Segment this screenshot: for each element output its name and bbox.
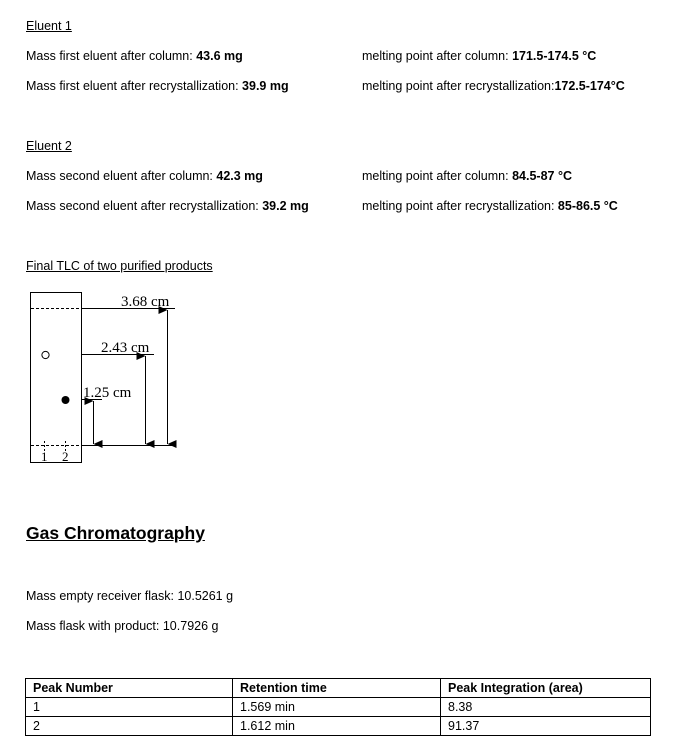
- cell-peak-number: 2: [26, 717, 233, 736]
- eluent2-mp-column-value: 84.5-87 °C: [512, 169, 572, 183]
- eluent2-title: Eluent 2: [26, 139, 72, 153]
- eluent2-mass-column-label: Mass second eluent after column:: [26, 169, 217, 183]
- eluent2-mass-recryst-label: Mass second eluent after recrystallization:: [26, 199, 263, 213]
- cell-retention-time: 1.612 min: [233, 717, 441, 736]
- eluent1-mass-recryst-label: Mass first eluent after recrystallization:: [26, 79, 243, 93]
- gc-mass-empty: [26, 589, 233, 603]
- eluent2-mp-recryst: [362, 199, 618, 213]
- eluent1-title: Eluent 1: [26, 19, 72, 33]
- eluent2-mass-recryst-value: 39.2 mg: [262, 199, 309, 213]
- tlc-lane-1-label: 1: [41, 449, 48, 464]
- eluent1-mp-recryst-value: 172.5-174°C: [554, 79, 625, 93]
- eluent1-mp-recryst-label: melting point after recrystallization:: [362, 79, 555, 93]
- gc-mass-empty-value: 10.5261 g: [177, 589, 234, 603]
- eluent1-mass-column-value: 43.6 mg: [196, 49, 243, 63]
- eluent2-mp-column-label: melting point after column:: [362, 169, 513, 183]
- header-retention-time: Retention time: [233, 679, 441, 698]
- gc-mass-empty-label: Mass empty receiver flask:: [26, 589, 178, 603]
- eluent1-mp-column-value: 171.5-174.5 °C: [512, 49, 597, 63]
- spot-lane-2: [62, 396, 70, 404]
- eluent1-mass-recryst-value: 39.9 mg: [242, 79, 289, 93]
- tlc-distance-3-68: 3.68 cm: [121, 294, 170, 310]
- tlc-diagram: [0, 0, 200, 470]
- eluent1-mp-column-label: melting point after column:: [362, 49, 513, 63]
- header-peak-integration: Peak Integration (area): [441, 679, 651, 698]
- eluent1-mass-column-label: Mass first eluent after column:: [26, 49, 197, 63]
- cell-peak-number: 1: [26, 698, 233, 717]
- gc-heading: Gas Chromatography: [26, 523, 205, 543]
- tlc-plate: [31, 293, 82, 463]
- tlc-distance-2-43: 2.43 cm: [101, 340, 150, 356]
- cell-retention-time: 1.569 min: [233, 698, 441, 717]
- cell-peak-integration: 91.37: [441, 717, 651, 736]
- tlc-title: Final TLC of two purified products: [26, 259, 213, 273]
- gc-mass-product-label: Mass flask with product:: [26, 619, 163, 633]
- gc-peak-table: [25, 678, 651, 736]
- header-peak-number: Peak Number: [26, 679, 233, 698]
- gc-mass-product-value: 10.7926 g: [162, 619, 219, 633]
- eluent1-mp-column: [362, 49, 596, 63]
- table-row: [26, 698, 651, 717]
- eluent2-mass-column-value: 42.3 mg: [216, 169, 263, 183]
- eluent2-mp-column: [362, 169, 572, 183]
- gc-mass-product: [26, 619, 218, 633]
- tlc-lane-2-label: 2: [62, 449, 69, 464]
- eluent1-mp-recryst: [362, 79, 625, 93]
- tlc-distance-1-25: 1.25 cm: [83, 385, 132, 401]
- eluent2-mp-recryst-value: 85-86.5 °C: [557, 199, 618, 213]
- table-header-row: [26, 679, 651, 698]
- spot-lane-1: [42, 351, 49, 358]
- table-row: [26, 717, 651, 736]
- eluent2-mp-recryst-label: melting point after recrystallization:: [362, 199, 558, 213]
- cell-peak-integration: 8.38: [441, 698, 651, 717]
